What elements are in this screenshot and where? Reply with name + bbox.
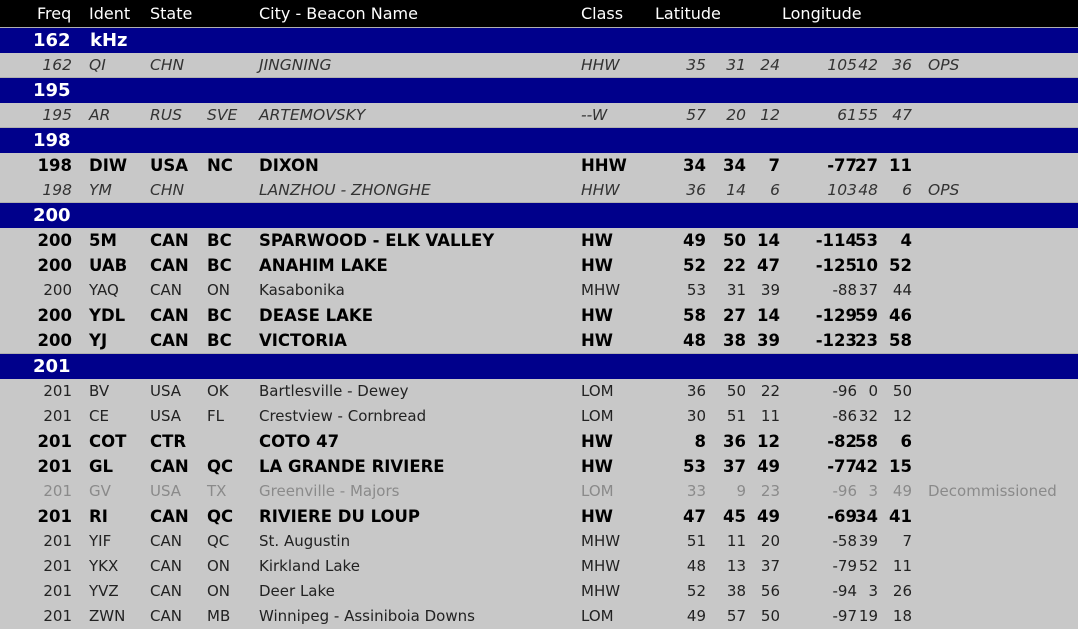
lon-sec-cell: 50: [892, 382, 912, 400]
lat-min-cell: 14: [726, 181, 746, 199]
lat-deg-cell: 58: [683, 306, 706, 325]
ident-cell: 5M: [89, 231, 117, 250]
header-class[interactable]: Class: [581, 4, 624, 23]
table-row[interactable]: [0, 278, 1078, 303]
class-cell: LOM: [581, 607, 614, 625]
country-cell: USA: [150, 156, 189, 175]
city-cell: LANZHOU - ZHONGHE: [259, 181, 431, 199]
lat-sec-cell: 39: [757, 331, 780, 350]
state-cell: MB: [207, 607, 231, 625]
state-cell: ON: [207, 582, 231, 600]
state-cell: NC: [207, 156, 233, 175]
lon-sec-cell: 49: [892, 482, 912, 500]
table-row[interactable]: [0, 328, 1078, 353]
table-row[interactable]: [0, 228, 1078, 253]
lon-deg-cell: -96: [832, 382, 857, 400]
lon-sec-cell: 6: [902, 181, 912, 199]
lon-min-cell: 52: [858, 557, 878, 575]
city-cell: Greenville - Majors: [259, 482, 400, 500]
table-header: [0, 0, 1078, 27]
state-cell: BC: [207, 256, 232, 275]
lon-min-cell: 19: [858, 607, 878, 625]
state-cell: ON: [207, 281, 231, 299]
table-row[interactable]: [0, 554, 1078, 579]
freq-cell: 201: [43, 557, 72, 575]
lat-min-cell: 37: [723, 457, 746, 476]
lon-sec-cell: 11: [892, 557, 912, 575]
country-cell: CAN: [150, 607, 182, 625]
lon-deg-cell: -123: [815, 331, 857, 350]
class-cell: HW: [581, 231, 614, 250]
city-cell: DIXON: [259, 156, 319, 175]
class-cell: MHW: [581, 532, 621, 550]
table-row[interactable]: [0, 103, 1078, 127]
note-cell: OPS: [928, 56, 960, 74]
freq-cell: 201: [43, 582, 72, 600]
lon-sec-cell: 58: [889, 331, 912, 350]
lat-deg-cell: 48: [686, 557, 706, 575]
lat-sec-cell: 22: [760, 382, 780, 400]
country-cell: CAN: [150, 231, 189, 250]
state-cell: FL: [207, 407, 224, 425]
lon-sec-cell: 52: [889, 256, 912, 275]
lat-min-cell: 31: [726, 281, 746, 299]
country-cell: USA: [150, 382, 182, 400]
lat-deg-cell: 49: [686, 607, 706, 625]
lat-sec-cell: 12: [757, 432, 780, 451]
city-cell: DEASE LAKE: [259, 306, 373, 325]
freq-cell: 198: [37, 156, 72, 175]
lat-deg-cell: 33: [686, 482, 706, 500]
ident-cell: COT: [89, 432, 127, 451]
lat-deg-cell: 47: [683, 507, 706, 526]
city-cell: ANAHIM LAKE: [259, 256, 388, 275]
freq-cell: 200: [37, 331, 72, 350]
lat-min-cell: 34: [723, 156, 746, 175]
city-cell: RIVIERE DU LOUP: [259, 507, 421, 526]
header-city[interactable]: City - Beacon Name: [259, 4, 418, 23]
lat-deg-cell: 36: [686, 382, 706, 400]
lon-deg-cell: -86: [832, 407, 857, 425]
lon-deg-cell: 61: [837, 106, 857, 124]
state-cell: QC: [207, 457, 234, 476]
country-cell: CTR: [150, 432, 187, 451]
freq-cell: 200: [43, 281, 72, 299]
lon-min-cell: 48: [858, 181, 878, 199]
lat-min-cell: 27: [723, 306, 746, 325]
lon-sec-cell: 36: [892, 56, 912, 74]
state-cell: ON: [207, 557, 231, 575]
group-freq: 201: [33, 356, 71, 377]
freq-cell: 195: [42, 106, 72, 124]
lat-sec-cell: 37: [760, 557, 780, 575]
freq-cell: 201: [37, 457, 72, 476]
header-latitude[interactable]: Latitude: [655, 4, 721, 23]
lon-deg-cell: -88: [832, 281, 857, 299]
table-row[interactable]: [0, 153, 1078, 178]
freq-cell: 201: [43, 607, 72, 625]
lat-min-cell: 57: [726, 607, 746, 625]
freq-cell: 198: [42, 181, 72, 199]
ident-cell: GL: [89, 457, 114, 476]
lon-sec-cell: 46: [889, 306, 912, 325]
frequency-group-header: [0, 353, 1078, 379]
country-cell: CAN: [150, 306, 189, 325]
lat-sec-cell: 20: [760, 532, 780, 550]
country-cell: CAN: [150, 507, 189, 526]
state-cell: QC: [207, 507, 234, 526]
lon-deg-cell: -77: [827, 457, 857, 476]
lat-deg-cell: 8: [694, 432, 706, 451]
class-cell: HW: [581, 306, 614, 325]
lat-min-cell: 51: [726, 407, 746, 425]
state-cell: BC: [207, 331, 232, 350]
lat-min-cell: 50: [726, 382, 746, 400]
lon-min-cell: 10: [855, 256, 878, 275]
state-cell: BC: [207, 306, 232, 325]
city-cell: LA GRANDE RIVIERE: [259, 457, 445, 476]
lon-deg-cell: -114: [815, 231, 857, 250]
table-row[interactable]: [0, 529, 1078, 554]
frequency-group-header: [0, 127, 1078, 153]
lat-sec-cell: 12: [760, 106, 780, 124]
lon-min-cell: 42: [855, 457, 878, 476]
lon-deg-cell: 103: [827, 181, 857, 199]
lat-min-cell: 31: [726, 56, 746, 74]
freq-cell: 200: [37, 231, 72, 250]
country-cell: CHN: [150, 56, 185, 74]
lat-deg-cell: 30: [686, 407, 706, 425]
lat-sec-cell: 49: [757, 457, 780, 476]
ident-cell: YIF: [89, 532, 112, 550]
lon-sec-cell: 6: [900, 432, 912, 451]
lon-deg-cell: -97: [832, 607, 857, 625]
freq-cell: 200: [37, 256, 72, 275]
lon-min-cell: 32: [858, 407, 878, 425]
city-cell: Bartlesville - Dewey: [259, 382, 409, 400]
lat-sec-cell: 6: [770, 181, 780, 199]
city-cell: SPARWOOD - ELK VALLEY: [259, 231, 495, 250]
lat-min-cell: 38: [723, 331, 746, 350]
lat-sec-cell: 50: [760, 607, 780, 625]
ident-cell: YVZ: [89, 582, 119, 600]
city-cell: Winnipeg - Assiniboia Downs: [259, 607, 475, 625]
ident-cell: RI: [89, 507, 108, 526]
freq-cell: 162: [42, 56, 72, 74]
lon-min-cell: 34: [855, 507, 878, 526]
lat-min-cell: 45: [723, 507, 746, 526]
class-cell: MHW: [581, 557, 621, 575]
class-cell: HW: [581, 256, 614, 275]
country-cell: CHN: [150, 181, 185, 199]
header-state[interactable]: State: [150, 4, 193, 23]
lon-sec-cell: 12: [892, 407, 912, 425]
table-row[interactable]: [0, 253, 1078, 278]
lon-sec-cell: 7: [902, 532, 912, 550]
header-longitude[interactable]: Longitude: [782, 4, 862, 23]
lon-deg-cell: -129: [815, 306, 857, 325]
city-cell: COTO 47: [259, 432, 340, 451]
table-row[interactable]: [0, 53, 1078, 77]
lon-sec-cell: 18: [892, 607, 912, 625]
class-cell: HW: [581, 432, 614, 451]
country-cell: CAN: [150, 532, 182, 550]
class-cell: HHW: [581, 156, 627, 175]
city-cell: ARTEMOVSKY: [259, 106, 366, 124]
lat-deg-cell: 51: [686, 532, 706, 550]
lon-sec-cell: 15: [889, 457, 912, 476]
lon-sec-cell: 11: [889, 156, 912, 175]
ident-cell: AR: [89, 106, 111, 124]
lat-sec-cell: 14: [757, 306, 780, 325]
country-cell: CAN: [150, 582, 182, 600]
freq-cell: 201: [43, 482, 72, 500]
country-cell: CAN: [150, 557, 182, 575]
ident-cell: CE: [89, 407, 109, 425]
country-cell: CAN: [150, 281, 182, 299]
table-row[interactable]: [0, 303, 1078, 328]
freq-cell: 201: [43, 382, 72, 400]
table-row[interactable]: [0, 404, 1078, 429]
lon-deg-cell: -58: [832, 532, 857, 550]
lon-sec-cell: 4: [900, 231, 912, 250]
lon-deg-cell: -79: [832, 557, 857, 575]
lon-min-cell: 27: [855, 156, 878, 175]
ident-cell: UAB: [89, 256, 128, 275]
freq-cell: 201: [43, 407, 72, 425]
lon-sec-cell: 47: [892, 106, 912, 124]
class-cell: HHW: [581, 181, 620, 199]
city-cell: Kasabonika: [259, 281, 345, 299]
state-cell: SVE: [207, 106, 238, 124]
freq-cell: 201: [43, 532, 72, 550]
frequency-group-header: [0, 202, 1078, 228]
table-row[interactable]: [0, 479, 1078, 504]
table-row[interactable]: [0, 504, 1078, 529]
country-cell: CAN: [150, 457, 189, 476]
lat-min-cell: 11: [726, 532, 746, 550]
lon-sec-cell: 41: [889, 507, 912, 526]
table-row[interactable]: [0, 604, 1078, 629]
lat-sec-cell: 24: [760, 56, 780, 74]
lat-sec-cell: 39: [760, 281, 780, 299]
lat-min-cell: 36: [723, 432, 746, 451]
lon-min-cell: 42: [858, 56, 878, 74]
country-cell: USA: [150, 482, 182, 500]
ident-cell: DIW: [89, 156, 128, 175]
lat-deg-cell: 35: [686, 56, 706, 74]
class-cell: HW: [581, 507, 614, 526]
freq-cell: 201: [37, 432, 72, 451]
lon-min-cell: 58: [855, 432, 878, 451]
city-cell: Crestview - Cornbread: [259, 407, 427, 425]
lat-deg-cell: 53: [683, 457, 706, 476]
country-cell: CAN: [150, 256, 189, 275]
lat-min-cell: 50: [723, 231, 746, 250]
table-row[interactable]: [0, 454, 1078, 479]
frequency-group-header: [0, 27, 1078, 53]
lon-deg-cell: -96: [832, 482, 857, 500]
table-row[interactable]: [0, 379, 1078, 404]
note-cell: Decommissioned: [928, 482, 1057, 500]
ident-cell: YDL: [89, 306, 126, 325]
lon-deg-cell: -77: [827, 156, 857, 175]
city-cell: JINGNING: [259, 56, 332, 74]
ident-cell: YJ: [89, 331, 108, 350]
class-cell: MHW: [581, 281, 621, 299]
header-freq[interactable]: Freq: [37, 4, 72, 23]
country-cell: USA: [150, 407, 182, 425]
class-cell: HW: [581, 457, 614, 476]
lat-sec-cell: 56: [760, 582, 780, 600]
header-ident[interactable]: Ident: [89, 4, 131, 23]
group-freq: 198: [33, 130, 71, 151]
city-cell: Kirkland Lake: [259, 557, 360, 575]
lat-deg-cell: 48: [683, 331, 706, 350]
state-cell: QC: [207, 532, 230, 550]
table-row[interactable]: [0, 429, 1078, 454]
state-cell: OK: [207, 382, 229, 400]
ident-cell: YKX: [89, 557, 119, 575]
city-cell: Deer Lake: [259, 582, 335, 600]
lat-min-cell: 13: [726, 557, 746, 575]
ident-cell: BV: [89, 382, 110, 400]
lat-deg-cell: 34: [683, 156, 706, 175]
lon-min-cell: 3: [868, 482, 878, 500]
lon-min-cell: 39: [858, 532, 878, 550]
ident-cell: YAQ: [89, 281, 119, 299]
lat-sec-cell: 23: [760, 482, 780, 500]
lat-sec-cell: 7: [768, 156, 780, 175]
lat-sec-cell: 47: [757, 256, 780, 275]
lat-sec-cell: 14: [757, 231, 780, 250]
lon-deg-cell: -69: [827, 507, 857, 526]
lat-sec-cell: 49: [757, 507, 780, 526]
lat-deg-cell: 52: [686, 582, 706, 600]
lat-deg-cell: 57: [686, 106, 706, 124]
lon-deg-cell: -82: [827, 432, 857, 451]
lat-min-cell: 20: [726, 106, 746, 124]
lon-min-cell: 23: [855, 331, 878, 350]
class-cell: LOM: [581, 407, 614, 425]
class-cell: HHW: [581, 56, 620, 74]
table-body: [0, 27, 1078, 629]
class-cell: LOM: [581, 382, 614, 400]
ident-cell: QI: [89, 56, 106, 74]
lon-min-cell: 55: [858, 106, 878, 124]
group-freq: 200: [33, 205, 71, 226]
lat-deg-cell: 53: [686, 281, 706, 299]
lon-min-cell: 59: [855, 306, 878, 325]
lat-min-cell: 38: [726, 582, 746, 600]
lat-deg-cell: 52: [683, 256, 706, 275]
lon-min-cell: 3: [868, 582, 878, 600]
state-cell: BC: [207, 231, 232, 250]
group-freq: 162: [33, 30, 71, 51]
class-cell: LOM: [581, 482, 614, 500]
state-cell: TX: [207, 482, 227, 500]
ident-cell: GV: [89, 482, 111, 500]
class-cell: --W: [581, 106, 608, 124]
freq-cell: 201: [37, 507, 72, 526]
lon-min-cell: 0: [868, 382, 878, 400]
city-cell: VICTORIA: [259, 331, 347, 350]
group-unit: kHz: [90, 30, 128, 51]
table-row[interactable]: [0, 178, 1078, 202]
lon-deg-cell: -94: [832, 582, 857, 600]
note-cell: OPS: [928, 181, 960, 199]
lon-sec-cell: 26: [892, 582, 912, 600]
table-row[interactable]: [0, 579, 1078, 604]
city-cell: St. Augustin: [259, 532, 351, 550]
lon-sec-cell: 44: [892, 281, 912, 299]
frequency-group-header: [0, 77, 1078, 103]
lon-deg-cell: -125: [815, 256, 857, 275]
lat-deg-cell: 49: [683, 231, 706, 250]
class-cell: MHW: [581, 582, 621, 600]
ident-cell: YM: [89, 181, 112, 199]
ident-cell: ZWN: [89, 607, 126, 625]
country-cell: RUS: [150, 106, 182, 124]
lat-sec-cell: 11: [760, 407, 780, 425]
lat-deg-cell: 36: [686, 181, 706, 199]
lat-min-cell: 22: [723, 256, 746, 275]
group-freq: 195: [33, 80, 71, 101]
lon-min-cell: 37: [858, 281, 878, 299]
class-cell: HW: [581, 331, 614, 350]
freq-cell: 200: [37, 306, 72, 325]
lon-deg-cell: 105: [827, 56, 857, 74]
lat-min-cell: 9: [736, 482, 746, 500]
country-cell: CAN: [150, 331, 189, 350]
lon-min-cell: 53: [855, 231, 878, 250]
